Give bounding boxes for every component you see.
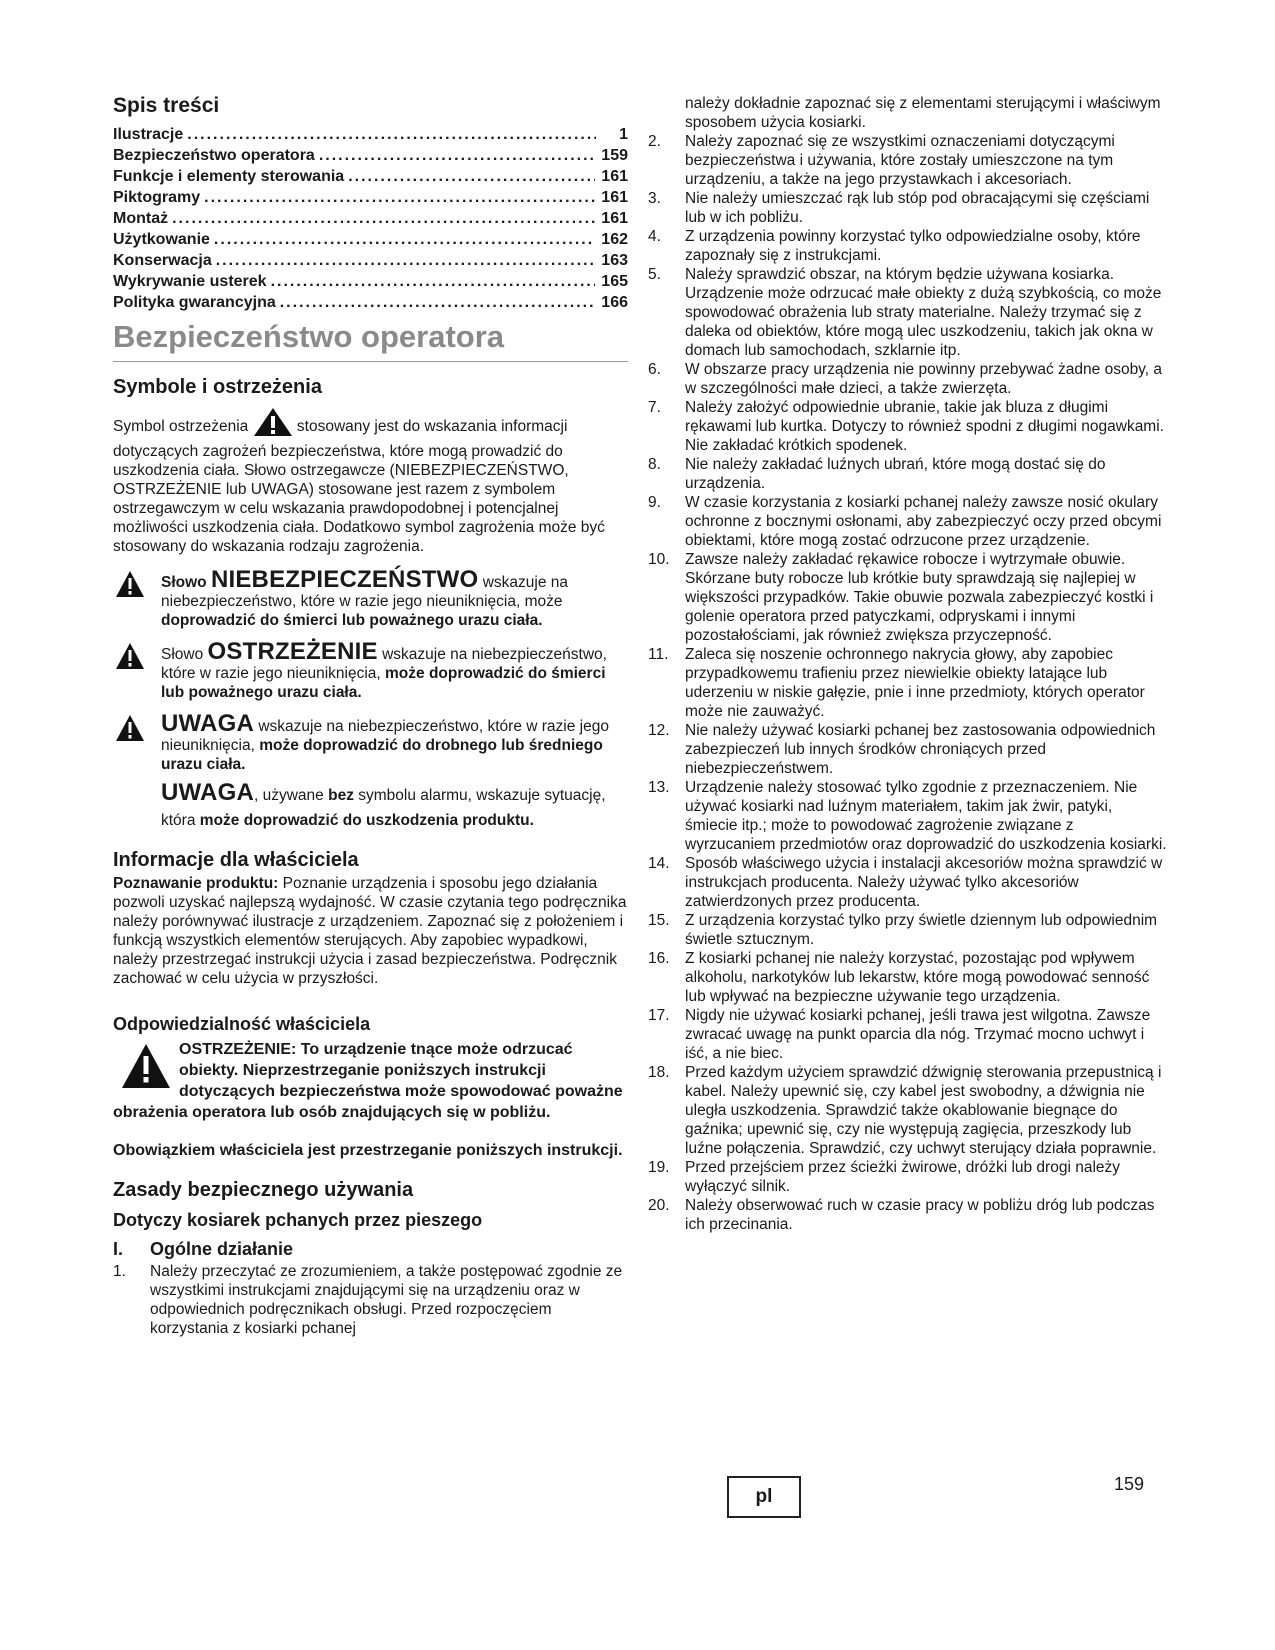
warning-triangle-icon [115, 714, 145, 747]
toc-entry-page: 161 [601, 210, 628, 227]
list-item [648, 778, 1168, 854]
list-item-text: Z kosiarki pchanej nie należy korzystać, pozostając pod wpływem alkoholu, narkotyków lub lekarstw, które mogą powodować senność lub wpływać na bezpieczne używanie tego urządzenia. [685, 950, 1150, 1005]
toc-entry-page: 162 [601, 231, 628, 248]
toc-entry-page: 166 [601, 294, 628, 311]
danger-block [113, 566, 628, 630]
symbols-intro-pre: Symbol ostrzeżenia [113, 418, 249, 435]
list-item-text: Nie należy używać kosiarki pchanej bez zastosowania odpowiednich zabezpieczeń lub innych środków chroniących przed niebezpieczeństwem. [685, 722, 1156, 777]
toc-leader-dots [187, 124, 596, 145]
list-item-number: 15. [648, 912, 670, 929]
list-item-number: 17. [648, 1007, 670, 1024]
list-item [648, 645, 1168, 721]
warning-triangle-icon [253, 407, 293, 442]
list-item-text: Nigdy nie używać kosiarki pchanej, jeśli trawa jest wilgotna. Zawsze zwracać uwagę na punkt oparcia dla nóg. Trzymać mocno uchwyt i iść, a nie biec. [685, 1007, 1151, 1062]
list-item [648, 1158, 1168, 1196]
general-operation-title: Ogólne działanie [150, 1239, 294, 1259]
list-item-text: Zawsze należy zakładać rękawice robocze i wytrzymałe obuwie. Skórzane buty robocze lub krótkie buty sprawdzają się najlepiej w większości przypadków. Takie obuwie pozwala zabezpieczyć kostki i golenie operatora przed patyczkami, odpryskami i innymi pozostałościami, jak również zwiększa przyczepność. [685, 551, 1154, 644]
danger-word: NIEBEZPIECZEŃSTWO [210, 566, 479, 593]
notice-text2: symbolu alarmu, wskazuje sytuację, która [161, 787, 606, 829]
list-item [648, 550, 1168, 645]
list-item [648, 1196, 1168, 1234]
warning-bold: może doprowadzić do śmierci lub poważnego urazu ciała. [161, 665, 606, 701]
caution-bold: może doprowadzić do drobnego lub średniego urazu ciała. [161, 737, 603, 773]
list-item-number: 7. [648, 399, 661, 416]
symbols-heading: Symbole i ostrzeżenia [113, 376, 322, 398]
caution-word: UWAGA [161, 710, 254, 737]
owner-info-text [113, 874, 628, 988]
caution-block [113, 710, 628, 774]
list-item-number: 9. [648, 494, 661, 511]
list-item-text: Należy przeczytać ze zrozumieniem, a także postępować zgodnie ze wszystkimi instrukcjami znajdującymi się na urządzeniu oraz w odpowiednich podręcznikach obsługi. Przed rozpoczęciem korzystania z kosiarki pchanej [150, 1263, 623, 1337]
symbols-intro [113, 407, 628, 556]
language-badge: pl [727, 1476, 801, 1518]
list-item [648, 227, 1168, 265]
toc-entry [113, 250, 628, 271]
toc-entry [113, 124, 628, 145]
list-item-number: 6. [648, 361, 661, 378]
list-item-text: Przed przejściem przez ścieżki żwirowe, dróżki lub drogi należy wyłączyć silnik. [685, 1159, 1121, 1195]
toc-entry [113, 271, 628, 292]
list-item [648, 1063, 1168, 1158]
list-item-number: 19. [648, 1159, 670, 1176]
toc-leader-dots [172, 208, 595, 229]
list-item [648, 721, 1168, 778]
list-item [648, 493, 1168, 550]
toc-entry-label: Ilustracje [113, 126, 184, 143]
right-column [648, 94, 1168, 1234]
toc-entry [113, 145, 628, 166]
notice-bold: może doprowadzić do uszkodzenia produktu. [199, 812, 534, 829]
list-item-text: Nie należy zakładać luźnych ubrań, które mogą dostać się do urządzenia. [685, 456, 1106, 492]
warning-triangle-icon [115, 570, 145, 603]
list-item-text: Zaleca się noszenie ochronnego nakrycia głowy, aby zapobiec przypadkowemu trafieniu przez niewielkie obiekty latające lub uderzeniu w niskie gałęzie, pnie i inne przedmioty, których operator może nie zauważyć. [685, 646, 1145, 720]
list-item-number: 2. [648, 133, 661, 150]
list-item-text: W obszarze pracy urządzenia nie powinny przebywać żadne osoby, a w szczególności małe dzieci, a także zwierzęta. [685, 361, 1163, 397]
list-item-number: 16. [648, 950, 670, 967]
list-item-number: 1. [113, 1263, 126, 1280]
toc-entry-page: 163 [601, 252, 628, 269]
toc-entry [113, 292, 628, 313]
notice-block [113, 780, 628, 833]
toc-entry-label: Polityka gwarancyjna [113, 294, 276, 311]
section-title: Bezpieczeństwo operatora [113, 319, 628, 362]
general-operation-num: I. [113, 1239, 124, 1259]
list-item-number: 18. [648, 1064, 670, 1081]
toc-entry-label: Piktogramy [113, 189, 201, 206]
list-item [648, 132, 1168, 189]
warning-text: wskazuje na niebezpieczeństwo, które w razie jego nieuniknięcia, [161, 646, 607, 682]
list-item-text: Należy założyć odpowiednie ubranie, takie jak bluza z długimi rękawami lub kurtka. Dotyczy to również spodni z długimi nogawkami. Nie zakładać krótkich spodenek. [685, 399, 1164, 454]
rules-list-left [113, 1262, 628, 1338]
list-item-text: Przed każdym użyciem sprawdzić dźwignię sterowania przepustnicą i kabel. Należy upewnić się, czy kabel jest swobodny, a dźwignia nie uległa uszkodzenia. Sprawdzić także okablowanie biegnące do gaźnika; upewnić się, czy nie występują zagięcia, przeszkody lub luźne połączenia. Sprawdzić, czy uchwyt sterujący działa poprawnie. [685, 1064, 1162, 1157]
toc-entry [113, 166, 628, 187]
list-item-text: Sposób właściwego użycia i instalacji akcesoriów można sprawdzić w instrukcjach producenta. Należy używać tylko akcesoriów zatwierdzonych przez producenta. [685, 855, 1163, 910]
list-item-number: 10. [648, 551, 670, 568]
toc-entry-label: Konserwacja [113, 252, 212, 269]
toc-leader-dots [204, 187, 595, 208]
list-item-text: Należy obserwować ruch w czasie pracy w pobliżu dróg lub podczas ich przecinania. [685, 1197, 1155, 1233]
list-item-number: 3. [648, 190, 661, 207]
list-item [648, 360, 1168, 398]
warning-word: OSTRZEŻENIE [207, 638, 378, 665]
toc-entry [113, 229, 628, 250]
list-item-text: Nie należy umieszczać rąk lub stóp pod obracającymi się częściami lub w ich pobliżu. [685, 190, 1150, 226]
toc-entry [113, 208, 628, 229]
list-item [648, 854, 1168, 911]
danger-bold: doprowadzić do śmierci lub poważnego urazu ciała. [161, 612, 543, 629]
list-item-number: 5. [648, 266, 661, 283]
rules-list-right [648, 132, 1168, 1234]
owner-info-body: Poznanie urządzenia i sposobu jego działania pozwoli uzyskać najlepszą wydajność. W czasie czytania tego podręcznika należy porównywać ilustracje z urządzeniem. Zapoznać się z położeniem i funkcją wszystkich elementów sterujących. Aby zapobiec wypadkowi, należy przestrzegać instrukcji użycia i zasad bezpieczeństwa. Podręcznik zachować w celu użycia w przyszłości. [113, 875, 627, 987]
toc-list [113, 124, 628, 313]
toc-leader-dots [319, 145, 595, 166]
owner-info-lead: Poznawanie produktu: [113, 875, 279, 892]
owner-resp-duty: Obowiązkiem właściciela jest przestrzeganie poniższych instrukcji. [113, 1142, 623, 1159]
safe-use-subheading: Dotyczy kosiarek pchanych przez pieszego [113, 1210, 483, 1230]
toc-title: Spis treści [113, 94, 220, 117]
toc-entry-page: 161 [601, 189, 628, 206]
list-item [648, 1006, 1168, 1063]
notice-bez: bez [328, 787, 354, 804]
toc-entry-label: Wykrywanie usterek [113, 273, 267, 290]
toc-leader-dots [214, 229, 595, 250]
list-item [648, 398, 1168, 455]
warning-triangle-icon [115, 642, 145, 675]
list-item [648, 911, 1168, 949]
toc-entry-label: Funkcje i elementy sterowania [113, 168, 345, 185]
list-item-text: Z urządzenia powinny korzystać tylko odpowiedzialne osoby, które zapoznały się z instrukcjami. [685, 228, 1141, 264]
list-item [648, 949, 1168, 1006]
list-item-text: W czasie korzystania z kosiarki pchanej należy zawsze nosić okulary ochronne z bocznymi osłonami, aby zabezpieczyć oczy przed obcymi obiektami, które mogą zostać odrzucone przez urządzenie. [685, 494, 1162, 549]
toc-leader-dots [216, 250, 596, 271]
caution-text: wskazuje na niebezpieczeństwo, które w razie jego nieuniknięcia, [161, 718, 609, 754]
list-item-number: 8. [648, 456, 661, 473]
owner-resp-warning [113, 1039, 628, 1123]
warning-block [113, 638, 628, 702]
page-number: 159 [1114, 1474, 1145, 1494]
toc-entry-label: Użytkowanie [113, 231, 210, 248]
list-item [113, 1262, 628, 1338]
list-item [648, 455, 1168, 493]
toc-entry-page: 159 [601, 147, 628, 164]
list-item-number: 20. [648, 1197, 670, 1214]
list-item-text: Urządzenie należy stosować tylko zgodnie z przeznaczeniem. Nie używać kosiarki nad luźnym materiałem, takim jak żwir, patyki, śmiecie itp.; może to powodować zagrożenie związane z wyrzucaniem przedmiotów oraz doprowadzić do uszkodzenia kosiarki. [685, 779, 1167, 853]
owner-info-heading: Informacje dla właściciela [113, 849, 359, 871]
list-item-number: 11. [648, 646, 669, 663]
general-operation-heading [113, 1239, 628, 1260]
notice-text1: , używane [254, 787, 324, 804]
list-item-number: 13. [648, 779, 670, 796]
list-item-number: 12. [648, 722, 670, 739]
toc-leader-dots [280, 292, 596, 313]
list-item-text: Z urządzenia korzystać tylko przy świetle dziennym lub odpowiednim świetle sztucznym. [685, 912, 1158, 948]
danger-text: wskazuje na niebezpieczeństwo, które w razie jego nieuniknięcia, może [161, 574, 568, 610]
list-item [648, 189, 1168, 227]
warning-triangle-icon [121, 1043, 171, 1095]
owner-resp-warning-text: OSTRZEŻENIE: To urządzenie tnące może odrzucać obiekty. Nieprzestrzeganie poniższych instrukcji dotyczących bezpieczeństwa może spowodować poważne obrażenia operatora lub osób znajdujących się w pobliżu. [113, 1041, 623, 1121]
symbols-intro-post: stosowany jest do wskazania informacji dotyczących zagrożeń bezpieczeństwa, które mogą prowadzić do uszkodzenia ciała. Słowo ostrzegawcze (NIEBEZPIECZEŃSTWO, OSTRZEŻENIE lub UWAGA) stosowane jest razem z symbolem ostrzegawczym w celu wskazania prawdopodobnej i potencjalnej możliwości uszkodzenia ciała. Dodatkowo symbol zagrożenia może być stosowany do wskazania rodzaju zagrożenia. [113, 418, 605, 555]
toc-entry-label: Montaż [113, 210, 169, 227]
list-item-number: 4. [648, 228, 661, 245]
item1-continuation: należy dokładnie zapoznać się z elementami sterującymi i właściwym sposobem użycia kosiarki. [685, 95, 1161, 131]
danger-lead: Słowo [161, 574, 207, 591]
warning-lead: Słowo [161, 646, 204, 663]
toc-leader-dots [271, 271, 596, 292]
notice-word: UWAGA [161, 779, 254, 806]
toc-entry-page: 161 [601, 168, 628, 185]
list-item-number: 14. [648, 855, 670, 872]
list-item [648, 265, 1168, 360]
toc-entry-label: Bezpieczeństwo operatora [113, 147, 315, 164]
list-item-text: Należy sprawdzić obszar, na którym będzie używana kosiarka. Urządzenie może odrzucać małe obiekty z dużą szybkością, co może spowodować obrażenia lub straty materialne. Należy trzymać się z daleka od obiektów, które mogą ulec uszkodzeniu, takich jak okna w domach lub samochodach, szklarnie itp. [685, 266, 1162, 359]
owner-resp-heading: Odpowiedzialność właściciela [113, 1014, 371, 1034]
toc-entry-page: 1 [619, 126, 628, 143]
toc-leader-dots [348, 166, 595, 187]
toc-entry [113, 187, 628, 208]
list-item-text: Należy zapoznać się ze wszystkimi oznaczeniami dotyczącymi bezpieczeństwa i używania, które zostały umieszczone na tym urządzeniu, a także na jego przystawkach i akcesoriach. [685, 133, 1115, 188]
toc-entry-page: 165 [601, 273, 628, 290]
safe-use-heading: Zasady bezpiecznego używania [113, 1179, 414, 1201]
left-column [113, 94, 628, 1338]
